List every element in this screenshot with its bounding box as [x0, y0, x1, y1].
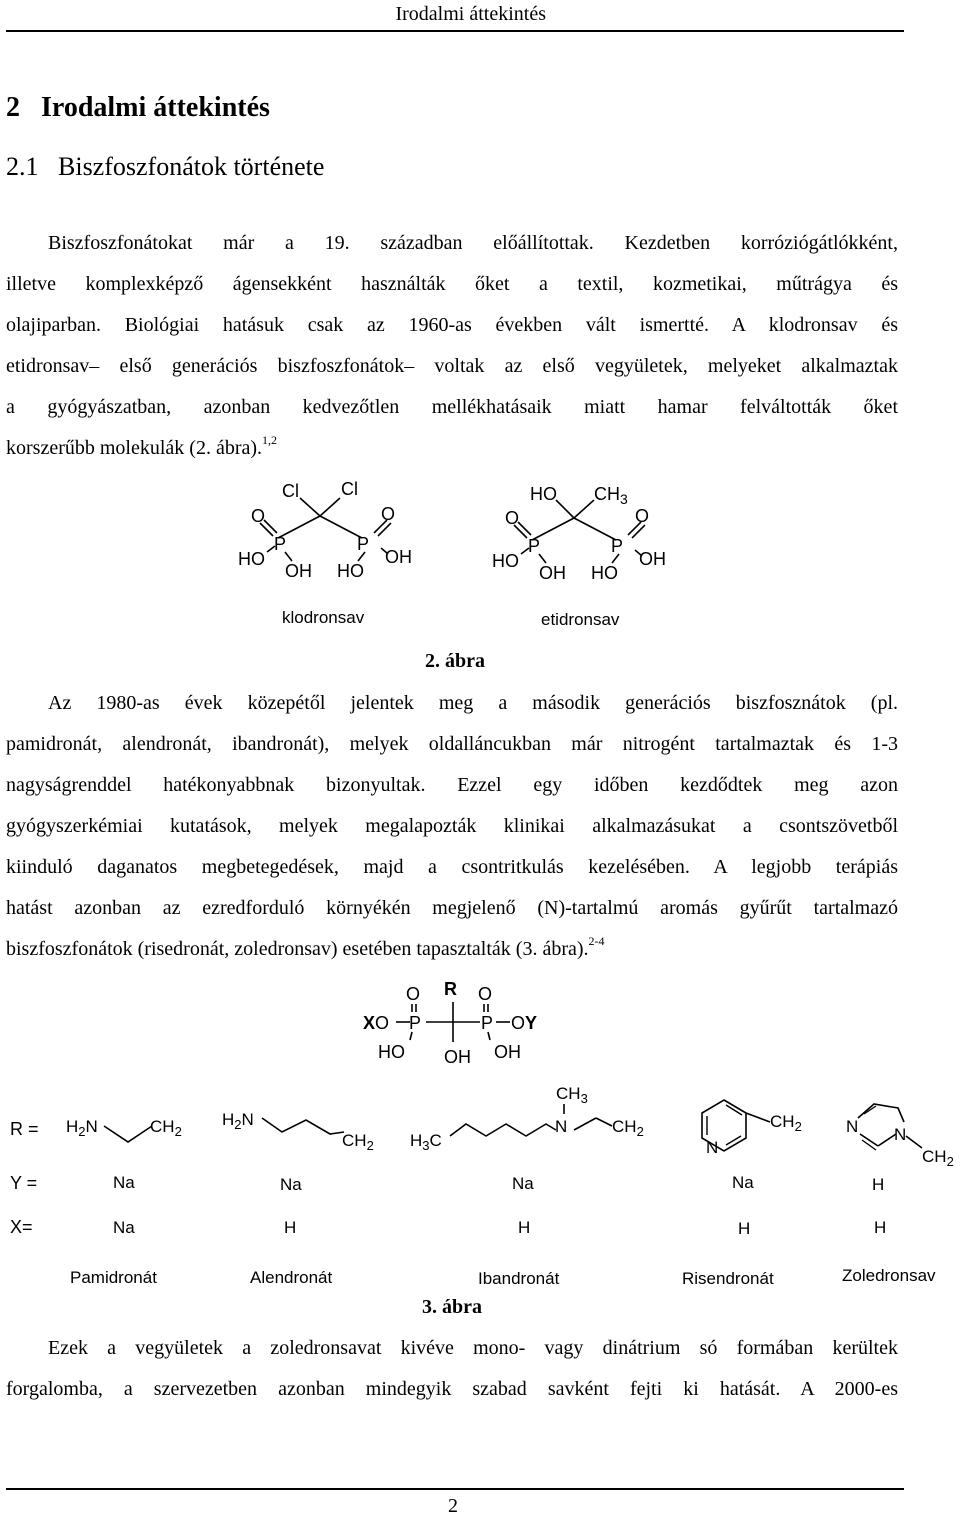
- general-y: Y: [525, 1013, 538, 1033]
- etidronic-o-left: O: [505, 508, 520, 528]
- paragraph-line: illetve komplexképző ágensekként használták őket a textil, kozmetikai, műtrágya és: [6, 273, 898, 295]
- paragraph-line: Biszfoszfonátokat már a 19. században előállítottak. Kezdetben korróziógátlókként,: [48, 232, 898, 254]
- frag-index: 3: [422, 1138, 430, 1153]
- pamidronate-h2n: [66, 1117, 98, 1139]
- frag-n: N: [241, 1110, 254, 1129]
- paragraph-line: biszfoszfonátok (risedronát, zoledronsav) esetében tapasztalták (3. ábra).: [6, 938, 589, 960]
- clodronic-ho-right: HO: [337, 561, 364, 581]
- row-label-x: X=: [10, 1217, 33, 1237]
- paragraph-line: hatást azonban az ezredforduló környékén megjelenő (N)-tartalmú aromás gyűrűt tartalmazó: [6, 897, 898, 919]
- paragraph-line: etidronsav– első generációs biszfoszfonátok– voltak az első vegyületek, melyeket alkalmaztak: [6, 355, 898, 377]
- general-p-left: P: [409, 1013, 422, 1033]
- figure-3-general-structure: [360, 978, 560, 1073]
- zoledronic-ch2: [922, 1147, 954, 1169]
- section-title: Irodalmi áttekintés: [41, 92, 270, 123]
- y-value-ibandronate: Na: [512, 1174, 534, 1193]
- x-value-ibandronate: H: [518, 1218, 531, 1237]
- citation-ref: 1,2: [262, 433, 278, 447]
- clodronic-acid-labels: [238, 479, 412, 627]
- frag-h: H: [410, 1131, 423, 1150]
- general-ho: HO: [378, 1042, 405, 1062]
- etidronic-ch3-main: CH: [594, 484, 620, 504]
- paragraph-last-line: [6, 428, 898, 469]
- paragraph-1: [6, 223, 898, 469]
- frag-h: H: [222, 1110, 235, 1129]
- y-value-alendronate: Na: [280, 1175, 302, 1194]
- zoledronic-r-group: [846, 1104, 954, 1169]
- paragraph-3: [6, 1328, 898, 1410]
- figure-3-caption: 3. ábra: [422, 1296, 482, 1318]
- paragraph-line: Az 1980-as évek közepétől jelentek meg a második generációs biszfosznátok (pl.: [48, 692, 898, 714]
- etidronic-o-right: O: [635, 506, 650, 526]
- running-header: [0, 0, 906, 30]
- x-value-zoledronic: H: [874, 1218, 887, 1237]
- paragraph-line: kiinduló daganatos megbetegedések, majd a csontritkulás kezelésében. A legjobb terápiás: [6, 856, 898, 878]
- frag-ch: CH: [556, 1084, 581, 1103]
- clodronic-name: klodronsav: [282, 608, 365, 627]
- alendronate-h2n: [222, 1110, 254, 1132]
- ibandronate-r-group: [410, 1084, 644, 1153]
- etidronic-ch3-index: 3: [620, 491, 628, 507]
- y-value-risedronate: Na: [732, 1173, 754, 1192]
- x-value-pamidronate: Na: [113, 1218, 135, 1237]
- subsection-title: Biszfoszfonátok története: [58, 152, 325, 181]
- compound-names: [70, 1266, 936, 1288]
- frag-ch: CH: [922, 1147, 947, 1166]
- general-oy: [511, 1013, 537, 1033]
- frag-index: 2: [234, 1117, 242, 1132]
- general-o-right: O: [478, 984, 493, 1004]
- frag-index: 2: [946, 1154, 954, 1169]
- etidronic-p-right: P: [611, 536, 624, 556]
- paragraph-line: Ezek a vegyületek a zoledronsavat kivéve mono- vagy dinátrium só formában kerültek: [48, 1337, 898, 1359]
- figure-2-structures: [230, 478, 680, 643]
- zoledronic-n-1: N: [846, 1117, 859, 1136]
- etidronic-oh-right: OH: [639, 549, 666, 569]
- compound-name-ibandronate: Ibandronát: [478, 1269, 560, 1288]
- general-oy-o: O: [511, 1013, 526, 1033]
- paragraph-line: a gyógyászatban, azonban kedvezőtlen mellékhatásaik miatt hamar felváltották őket: [6, 396, 898, 418]
- general-o-left: O: [406, 984, 421, 1004]
- frag-index: 2: [174, 1124, 182, 1139]
- x-value-alendronate: H: [284, 1218, 297, 1237]
- frag-ch: CH: [150, 1117, 175, 1136]
- frag-index: 2: [636, 1124, 644, 1139]
- running-header-title: Irodalmi áttekintés: [395, 3, 546, 25]
- etidronic-acid-labels: [492, 484, 666, 629]
- paragraph-line: korszerűbb molekulák (2. ábra).: [6, 437, 263, 459]
- x-value-risedronate: H: [738, 1219, 751, 1238]
- ibandronate-ch3: [556, 1084, 588, 1106]
- risedronate-ch2: [770, 1112, 802, 1134]
- frag-n: N: [85, 1117, 98, 1136]
- pamidronate-ch2: [150, 1117, 182, 1139]
- etidronic-ho-right: HO: [591, 563, 618, 583]
- row-label-y: Y =: [10, 1173, 38, 1193]
- subsection-heading: [6, 148, 324, 186]
- general-xo: [363, 1013, 389, 1033]
- zoledronic-n-2: N: [894, 1125, 907, 1144]
- x-values: [113, 1218, 886, 1238]
- clodronic-ho-left: HO: [238, 549, 265, 569]
- general-p-right: P: [481, 1013, 494, 1033]
- etidronic-ho-left: HO: [492, 551, 519, 571]
- header-rule: [6, 30, 904, 32]
- compound-name-zoledronic: Zoledronsav: [842, 1266, 936, 1285]
- general-x: X: [363, 1013, 376, 1033]
- clodronic-cl-1: Cl: [282, 481, 299, 501]
- paragraph-line: nagyságrenddel hatékonyabbnak bizonyultak. Ezzel egy időben kezdődtek meg azon: [6, 774, 898, 796]
- paragraph-line: forgalomba, a szervezetben azonban mindegyik szabad savként fejti ki hatását. A 2000-es: [6, 1378, 898, 1400]
- clodronic-cl-2: Cl: [341, 479, 358, 499]
- paragraph-2: [6, 683, 898, 970]
- alendronate-ch2: [342, 1131, 374, 1153]
- general-structure-labels: [363, 979, 537, 1067]
- frag-index: 3: [580, 1091, 588, 1106]
- general-xo-o: O: [375, 1013, 390, 1033]
- page-number: 2: [448, 1495, 458, 1517]
- frag-h: H: [66, 1117, 79, 1136]
- paragraph-line: pamidronát, alendronát, ibandronát), melyek oldalláncukban már nitrogént tartalmaztak és 1-3: [6, 733, 898, 755]
- citation-ref: 2-4: [588, 934, 605, 948]
- clodronic-p-left: P: [274, 534, 287, 554]
- etidronic-name: etidronsav: [541, 610, 620, 629]
- figure-2-caption: 2. ábra: [425, 650, 485, 672]
- frag-index: 2: [78, 1124, 86, 1139]
- compound-name-risedronate: Risendronát: [682, 1269, 774, 1288]
- frag-ch: CH: [342, 1131, 367, 1150]
- footer-rule: [6, 1488, 904, 1490]
- section-number: 2: [6, 92, 20, 123]
- figure-3-substituent-table: [0, 1080, 960, 1295]
- ibandronate-h3c: [410, 1131, 442, 1153]
- frag-ch: CH: [612, 1117, 637, 1136]
- paragraph-line: olajiparban. Biológiai hatásuk csak az 1960-as években vált ismertté. A klodronsav és: [6, 314, 898, 336]
- risedronate-n: N: [706, 1138, 719, 1157]
- frag-c: C: [429, 1131, 442, 1150]
- ibandronate-n: N: [555, 1117, 568, 1136]
- general-oh-right: OH: [494, 1042, 521, 1062]
- clodronic-p-right: P: [357, 534, 370, 554]
- y-value-pamidronate: Na: [113, 1173, 135, 1192]
- frag-ch: CH: [770, 1112, 795, 1131]
- etidronic-ch3: [594, 484, 628, 507]
- paragraph-last-line: [6, 929, 898, 970]
- general-r: R: [444, 979, 457, 999]
- section-heading: [6, 88, 270, 128]
- pamidronate-r-group: [66, 1117, 182, 1142]
- alendronate-r-group: [222, 1110, 374, 1153]
- ibandronate-ch2: [612, 1117, 644, 1139]
- y-values: [113, 1173, 884, 1194]
- compound-name-alendronate: Alendronát: [250, 1268, 333, 1287]
- risedronate-r-group: [702, 1100, 802, 1157]
- row-label-r: R =: [10, 1119, 39, 1139]
- compound-name-pamidronate: Pamidronát: [70, 1268, 157, 1287]
- frag-index: 2: [794, 1119, 802, 1134]
- y-value-zoledronic: H: [872, 1175, 885, 1194]
- clodronic-o-right: O: [381, 504, 396, 524]
- etidronic-ho-top: HO: [530, 484, 557, 504]
- paragraph-line: gyógyszerkémiai kutatások, melyek megalapozták klinikai alkalmazásukat a csontszövetből: [6, 815, 898, 837]
- clodronic-o-left: O: [251, 506, 266, 526]
- frag-index: 2: [366, 1138, 374, 1153]
- row-labels: [10, 1119, 39, 1237]
- etidronic-oh-left: OH: [539, 563, 566, 583]
- subsection-number: 2.1: [6, 152, 39, 181]
- clodronic-oh-right: OH: [385, 547, 412, 567]
- clodronic-oh-left: OH: [285, 561, 312, 581]
- etidronic-p-left: P: [528, 536, 541, 556]
- general-oh-center: OH: [444, 1047, 471, 1067]
